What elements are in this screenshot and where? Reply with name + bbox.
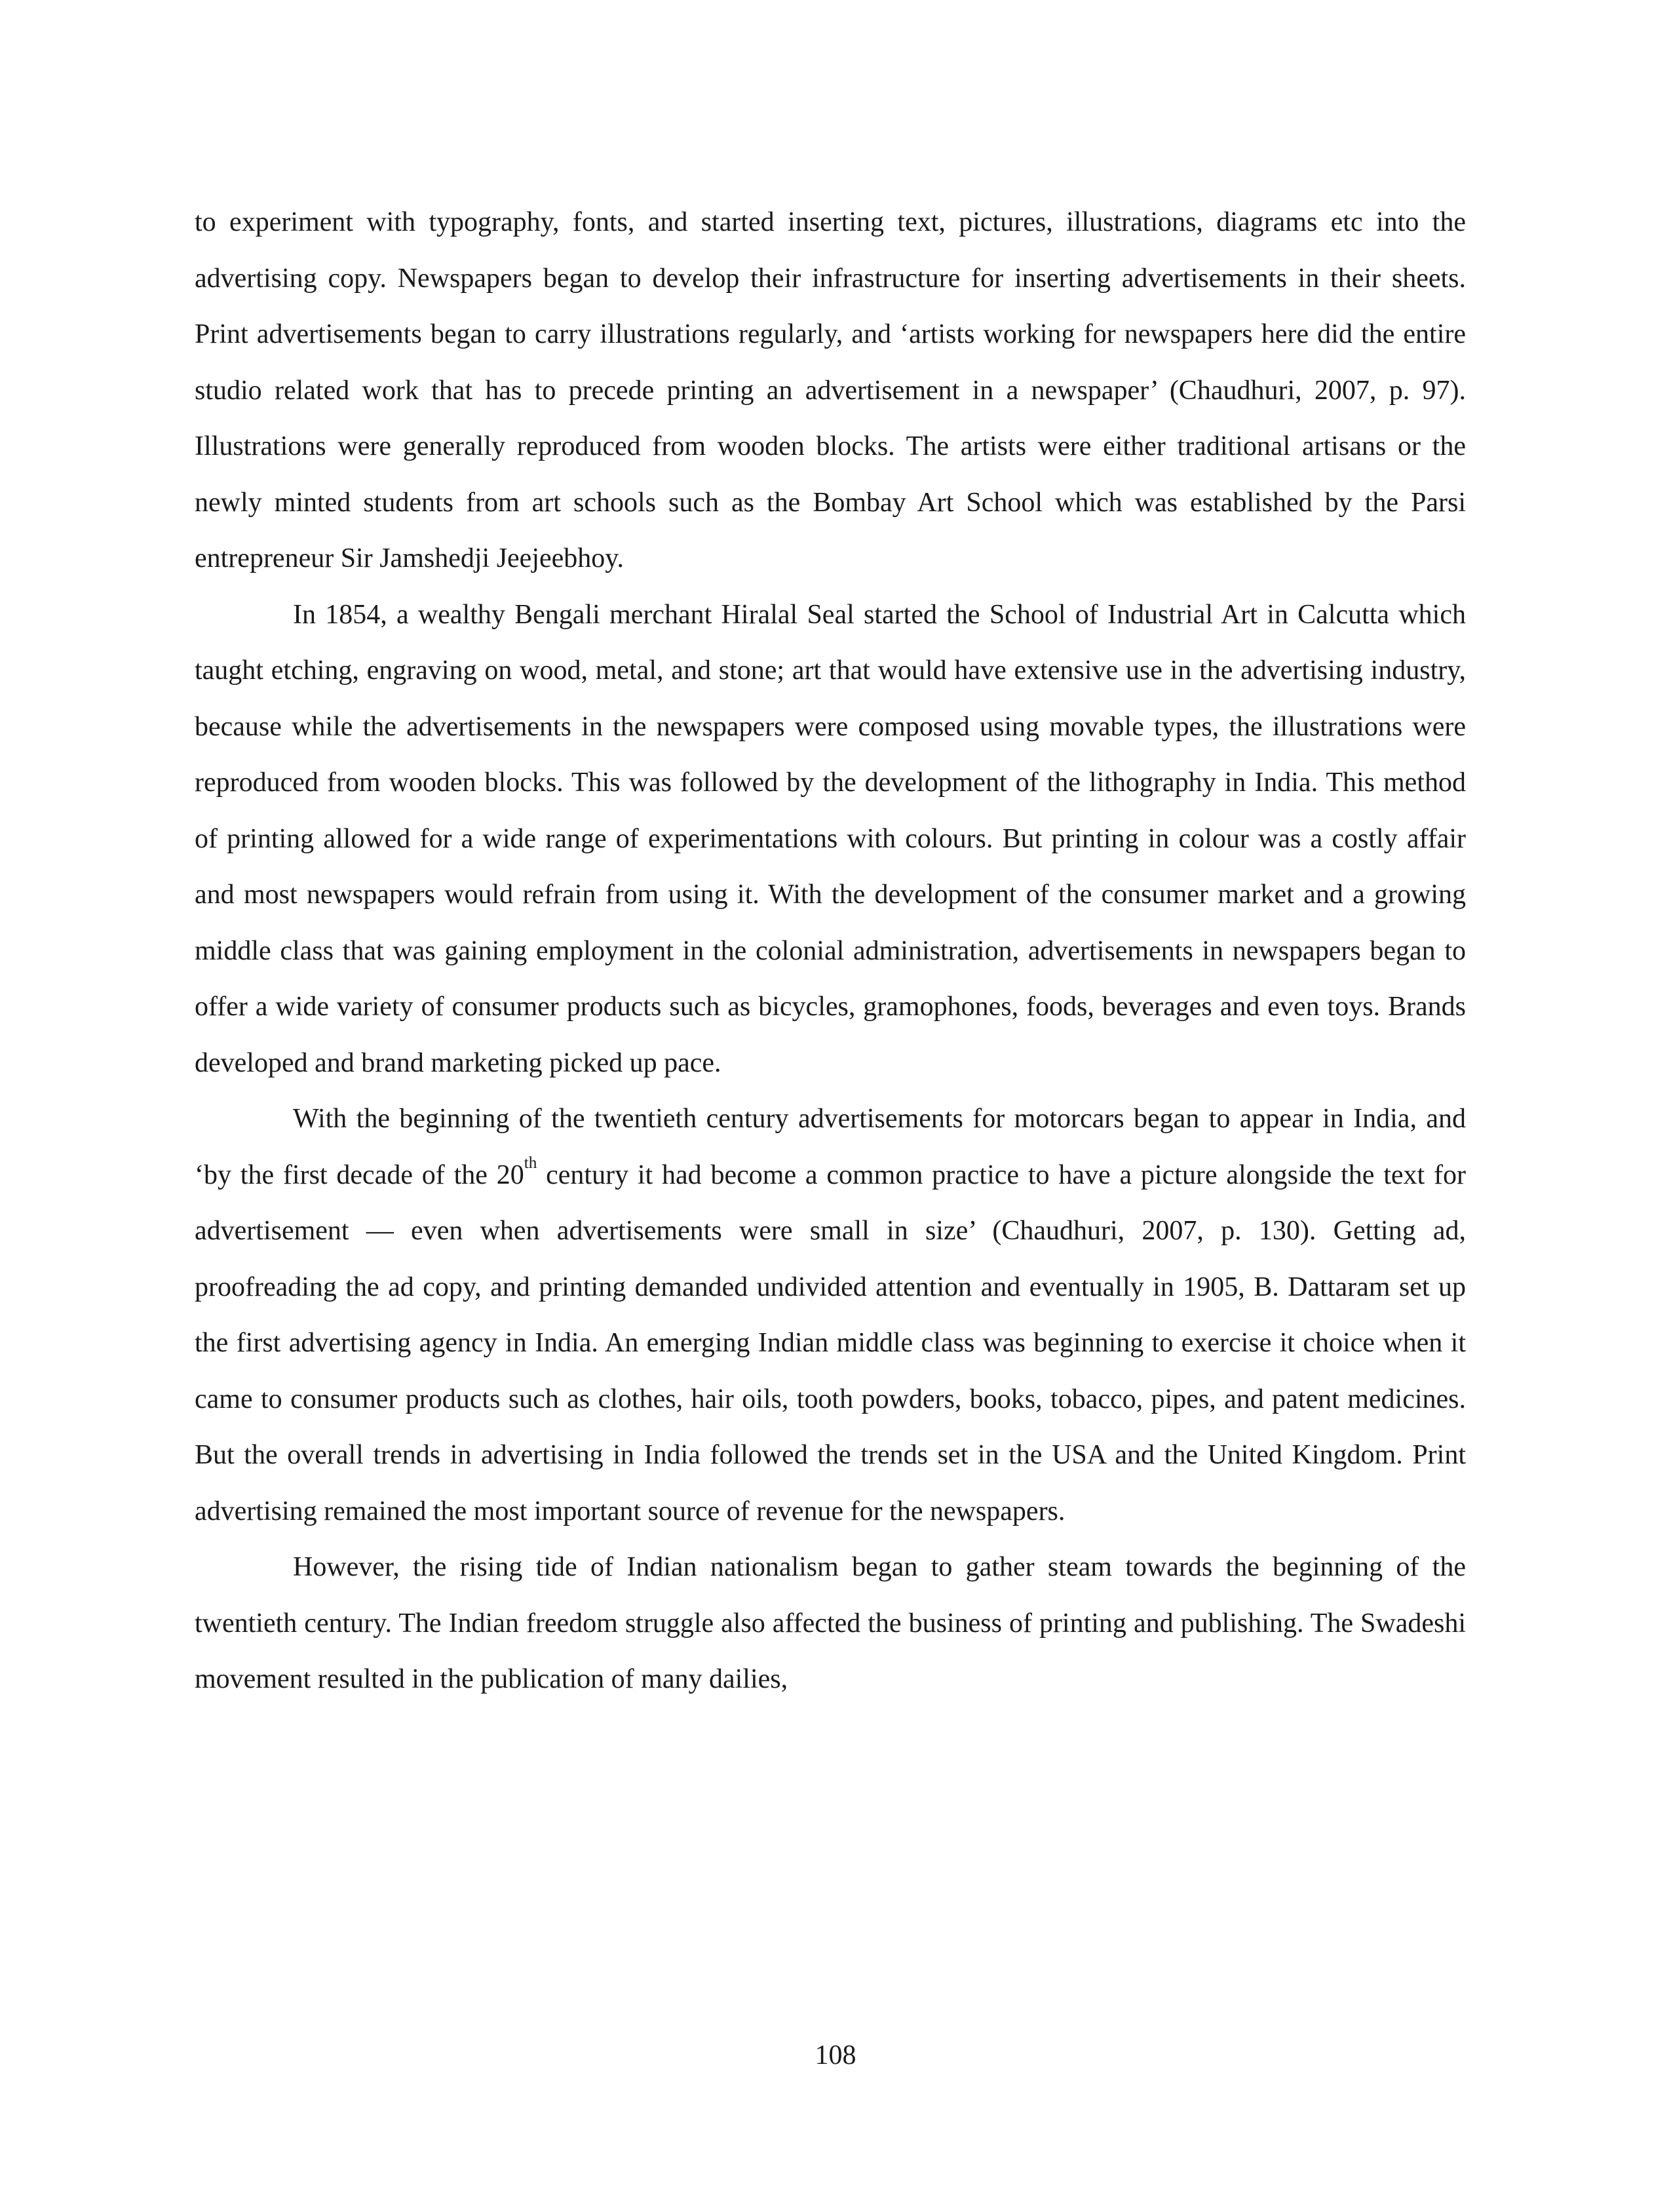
paragraph-2 — [195, 587, 1466, 1092]
paragraph-1-text: to experiment with typography, fonts, and started inserting text, pictures, illustrations, diagrams etc into the advertising copy. Newspapers began to develop their infrastructure for inserting advertisements in their sheets. Print advertisements began to carry illustrations regularly, and ‘artists working for newspapers here did the entire studio related work that has to precede printing an advertisement in a newspaper’ (Chaudhuri, 2007, p. 97). Illustrations were generally reproduced from wooden blocks. The artists were either traditional artisans or the newly minted students from art schools such as the Bombay Art School which was established by the Parsi entrepreneur Sir Jamshedji Jeejeebhoy. — [195, 207, 1466, 573]
paragraph-3 — [195, 1091, 1466, 1540]
page-number: 108 — [815, 2040, 856, 2070]
ordinal-superscript: th — [524, 1154, 537, 1172]
paragraph-3-text-start: With the beginning of the twentieth century advertisements for motorcars began to appear in India, and ‘by the first decade of the 20 — [195, 1104, 1466, 1190]
paragraph-1 — [195, 195, 1466, 587]
paragraph-4 — [195, 1540, 1466, 1708]
paragraph-4-text: However, the rising tide of Indian nationalism began to gather steam towards the beginning of the twentieth century. The Indian freedom struggle also affected the business of printing and publishing. The Swadeshi movement resulted in the publication of many dailies, — [195, 1552, 1466, 1694]
page-body — [195, 195, 1466, 1708]
paragraph-2-text: In 1854, a wealthy Bengali merchant Hiralal Seal started the School of Industrial Art in Calcutta which taught etching, engraving on wood, metal, and stone; art that would have extensive use in the advertising industry, because while the advertisements in the newspapers were composed using movable types, the illustrations were reproduced from wooden blocks. This was followed by the development of the lithography in India. This method of printing allowed for a wide range of experimentations with colours. But printing in colour was a costly affair and most newspapers would refrain from using it. With the development of the consumer market and a growing middle class that was gaining employment in the colonial administration, advertisements in newspapers began to offer a wide variety of consumer products such as bicycles, gramophones, foods, beverages and even toys. Brands developed and brand marketing picked up pace. — [195, 599, 1466, 1078]
paragraph-3-text-rest: century it had become a common practice to have a picture alongside the text for advertisement — even when advertisements were small in size’ (Chaudhuri, 2007, p. 130). Getting ad, proofreading the ad copy, and printing demanded undivided attention and eventually in 1905, B. Dattaram set up the first advertising agency in India. An emerging Indian middle class was beginning to exercise it choice when it came to consumer products such as clothes, hair oils, tooth powders, books, tobacco, pipes, and patent medicines. But the overall trends in advertising in India followed the trends set in the USA and the United Kingdom. Print advertising remained the most important source of revenue for the newspapers. — [195, 1159, 1466, 1526]
